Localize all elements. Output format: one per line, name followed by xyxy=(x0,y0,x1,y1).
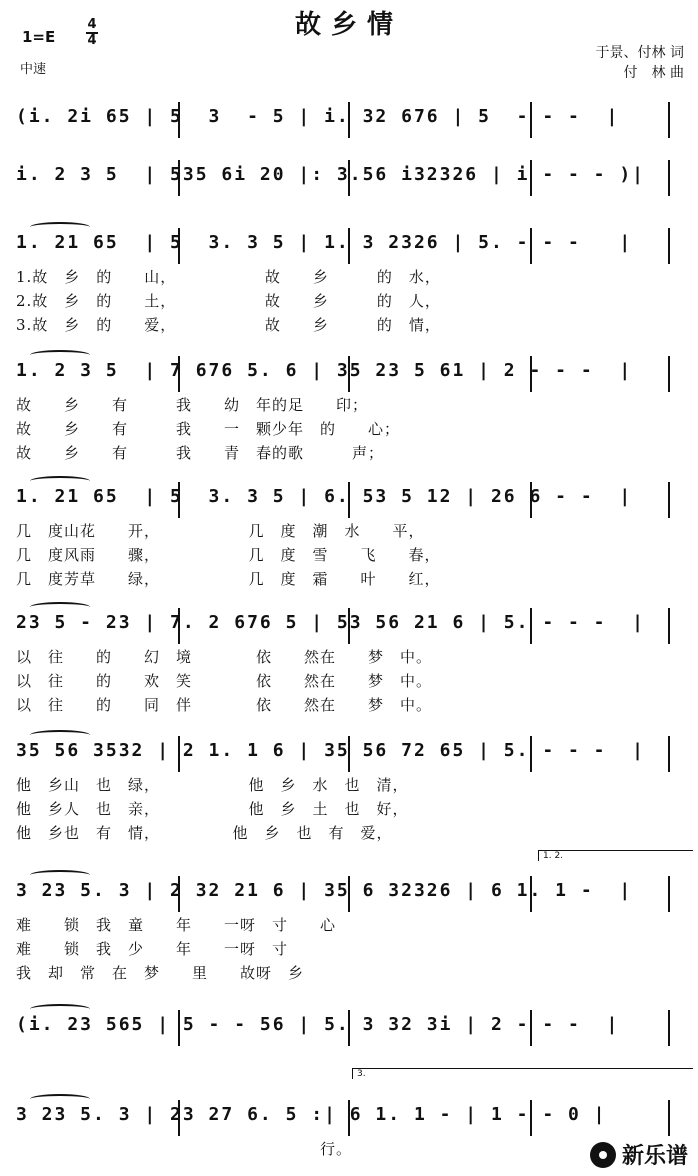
note-line: 3 23 5. 3 | 23 27 6. 5 :| 6 1. 1 - | 1 - - 0 | xyxy=(16,1104,607,1125)
lyric-line: 故 乡 有 我 青 春的歌 声； xyxy=(16,444,385,462)
barline xyxy=(668,102,670,138)
tempo-marking: 中速 xyxy=(20,62,47,77)
key-signature: 1=E xyxy=(22,28,56,46)
slur xyxy=(30,602,90,612)
barline xyxy=(668,160,670,196)
barline xyxy=(668,482,670,518)
slur xyxy=(30,730,90,740)
volta-third-ending: 3. xyxy=(352,1068,693,1079)
music-disc-icon xyxy=(590,1142,616,1168)
lyric-line: 难 锁 我 童 年 一呀 寸 心 xyxy=(16,916,337,934)
lyric-line: 以 往 的 欢 笑 依 然在 梦 中。 xyxy=(16,672,433,690)
slur xyxy=(30,222,90,232)
note-line: 3 23 5. 3 | 2 32 21 6 | 35 6 32326 | 6 1. 1 - | xyxy=(16,880,633,901)
composer-credit: 付 林 曲 xyxy=(623,65,684,81)
lyric-line: 2.故 乡 的 土， 故 乡 的 人， xyxy=(16,292,441,310)
note-line: 23 5 - 23 | 7. 2 676 5 | 53 56 21 6 | 5. - - - | xyxy=(16,612,646,633)
song-title: 故乡情 xyxy=(294,10,403,40)
lyric-line: 我 却 常 在 梦 里 故呀 乡 xyxy=(16,964,305,982)
lyric-line: 以 往 的 同 伴 依 然在 梦 中。 xyxy=(16,696,433,714)
lyricist-credit: 于景、付林 词 xyxy=(595,45,684,61)
slur xyxy=(30,870,90,880)
site-logo xyxy=(590,1139,688,1170)
note-line: (i. 23 565 | 5 - - 56 | 5. 3 32 3i | 2 - - - | xyxy=(16,1014,620,1035)
barline xyxy=(668,736,670,772)
slur xyxy=(30,1004,90,1014)
lyric-line: 1.故 乡 的 山， 故 乡 的 水， xyxy=(16,268,441,286)
barline xyxy=(668,876,670,912)
time-signature: 4 4 xyxy=(87,17,97,48)
lyric-line: 难 锁 我 少 年 一呀 寸 xyxy=(16,940,289,958)
lyric-line: 故 乡 有 我 一 颗少年 的 心； xyxy=(16,420,401,438)
logo-text: 新乐谱 xyxy=(621,1144,688,1169)
barline xyxy=(668,1010,670,1046)
lyric-line: 故 乡 有 我 幼 年的足 印； xyxy=(16,396,369,414)
slur xyxy=(30,1094,90,1104)
lyric-line: 他 乡也 有 情， 他 乡 也 有 爱， xyxy=(16,824,393,842)
note-line: 1. 21 65 | 5 3. 3 5 | 1. 3 2326 | 5. - - - | xyxy=(16,232,633,253)
note-line: 35 56 3532 | 2 1. 1 6 | 35 56 72 65 | 5. - - - | xyxy=(16,740,646,761)
slur xyxy=(30,350,90,360)
lyric-line: 3.故 乡 的 爱， 故 乡 的 情， xyxy=(16,316,441,334)
barline xyxy=(668,356,670,392)
lyric-line: 以 往 的 幻 境 依 然在 梦 中。 xyxy=(16,648,433,666)
note-line: 1. 2 3 5 | 7 676 5. 6 | 35 23 5 61 | 2 - - - | xyxy=(16,360,633,381)
barline xyxy=(668,228,670,264)
lyric-line: 他 乡山 也 绿， 他 乡 水 也 清， xyxy=(16,776,409,794)
lyric-line: 几 度山花 开， 几 度 潮 水 平， xyxy=(16,522,425,540)
note-line: i. 2 3 5 | 535 6i 20 |: 3.56 i32326 | i - - - )| xyxy=(16,164,646,185)
lyric-line: 他 乡人 也 亲， 他 乡 土 也 好， xyxy=(16,800,409,818)
barline xyxy=(668,1100,670,1136)
barline xyxy=(668,608,670,644)
lyric-line: 行。 xyxy=(16,1140,353,1158)
volta-first-ending: 1. 2. xyxy=(538,850,693,861)
note-line: 1. 21 65 | 5 3. 3 5 | 6. 53 5 12 | 26 6 - - | xyxy=(16,486,633,507)
slur xyxy=(30,476,90,486)
lyric-line: 几 度风雨 骤， 几 度 雪 飞 春， xyxy=(16,546,441,564)
note-line: (i. 2i 65 | 5 3 - 5 | i. 32 676 | 5 - - - | xyxy=(16,106,620,127)
lyric-line: 几 度芳草 绿， 几 度 霜 叶 红， xyxy=(16,570,441,588)
